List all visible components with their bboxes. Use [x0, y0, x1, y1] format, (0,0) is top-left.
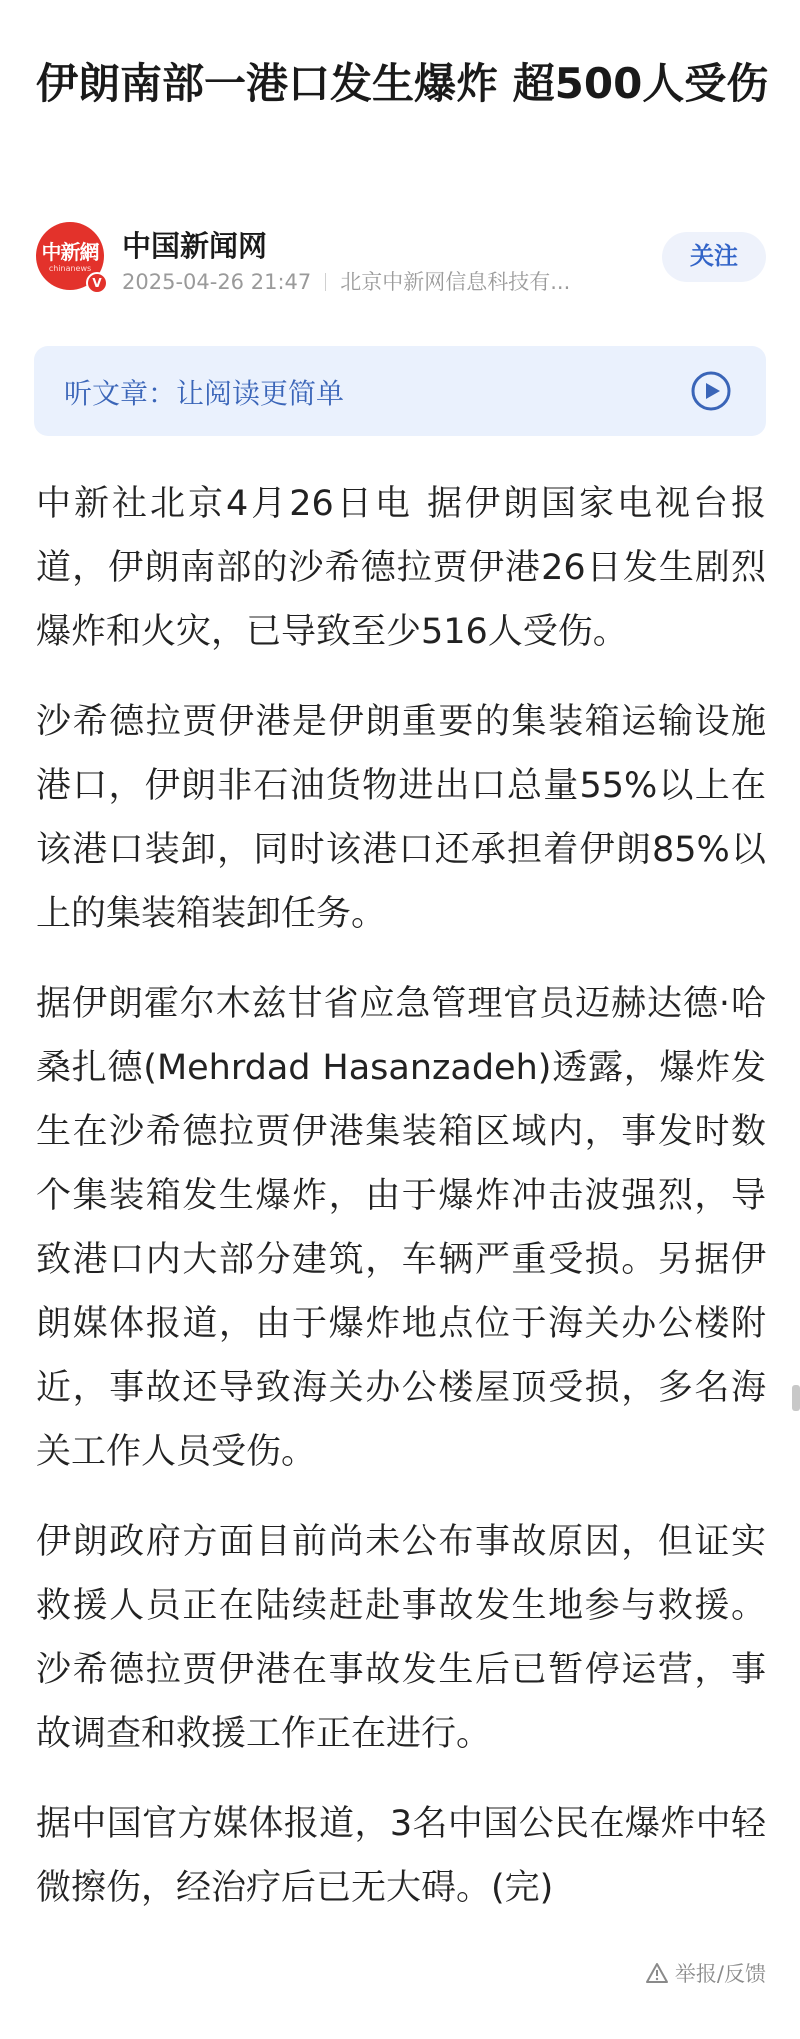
article-paragraph: 伊朗政府方面目前尚未公布事故原因，但证实救援人员正在陆续赶赴事故发生地参与救援。沙希德拉贾伊港在事故发生后已暂停运营，事故调查和救援工作正在进行。 — [36, 1522, 766, 1754]
source-meta — [122, 266, 570, 296]
publisher-name: 北京中新网信息科技有... — [340, 270, 571, 294]
article-paragraph: 沙希德拉贾伊港是伊朗重要的集装箱运输设施港口，伊朗非石油货物进出口总量55%以上在该港口装卸，同时该港口还承担着伊朗85%以上的集装箱装卸任务。 — [36, 702, 766, 934]
article-paragraph: 中新社北京4月26日电 据伊朗国家电视台报道，伊朗南部的沙希德拉贾伊港26日发生剧烈爆炸和火灾，已导致至少516人受伤。 — [36, 484, 766, 652]
source-name[interactable]: 中国新闻网 — [122, 229, 268, 263]
meta-divider — [325, 273, 326, 291]
source-avatar[interactable] — [36, 222, 104, 290]
scrollbar-thumb[interactable] — [792, 1385, 800, 1411]
source-header — [36, 218, 766, 294]
listen-article-bar[interactable] — [34, 346, 766, 436]
avatar-logo-text: 中新網 — [41, 240, 99, 264]
warning-triangle-icon — [645, 1962, 669, 1984]
report-feedback-label: 举报/反馈 — [674, 1962, 766, 1986]
article-paragraph: 据伊朗霍尔木兹甘省应急管理官员迈赫达德·哈桑扎德(Mehrdad Hasanzadeh)透露，爆炸发生在沙希德拉贾伊港集装箱区域内，事发时数个集装箱发生爆炸，由于爆炸冲击波强烈，导致港口内大部分建筑，车辆严重受损。另据伊朗媒体报道，由于爆炸地点位于海关办公楼附近，事故还导致海关办公楼屋顶受损，多名海关工作人员受伤。 — [36, 984, 766, 1472]
article-body — [36, 472, 766, 1946]
follow-button[interactable]: 关注 — [662, 232, 766, 282]
article-paragraph: 据中国官方媒体报道，3名中国公民在爆炸中轻微擦伤，经治疗后已无大碍。(完) — [36, 1804, 766, 1908]
listen-label: 听文章：让阅读更简单 — [64, 377, 345, 410]
publish-datetime: 2025-04-26 21:47 — [122, 270, 312, 294]
article-title: 伊朗南部一港口发生爆炸 超500人受伤 — [36, 59, 769, 108]
avatar-logo-subtext: chinanews — [48, 264, 92, 273]
report-feedback-link[interactable] — [645, 1958, 766, 1988]
verified-badge-icon: V — [86, 272, 108, 294]
play-circle-icon[interactable] — [690, 370, 732, 412]
